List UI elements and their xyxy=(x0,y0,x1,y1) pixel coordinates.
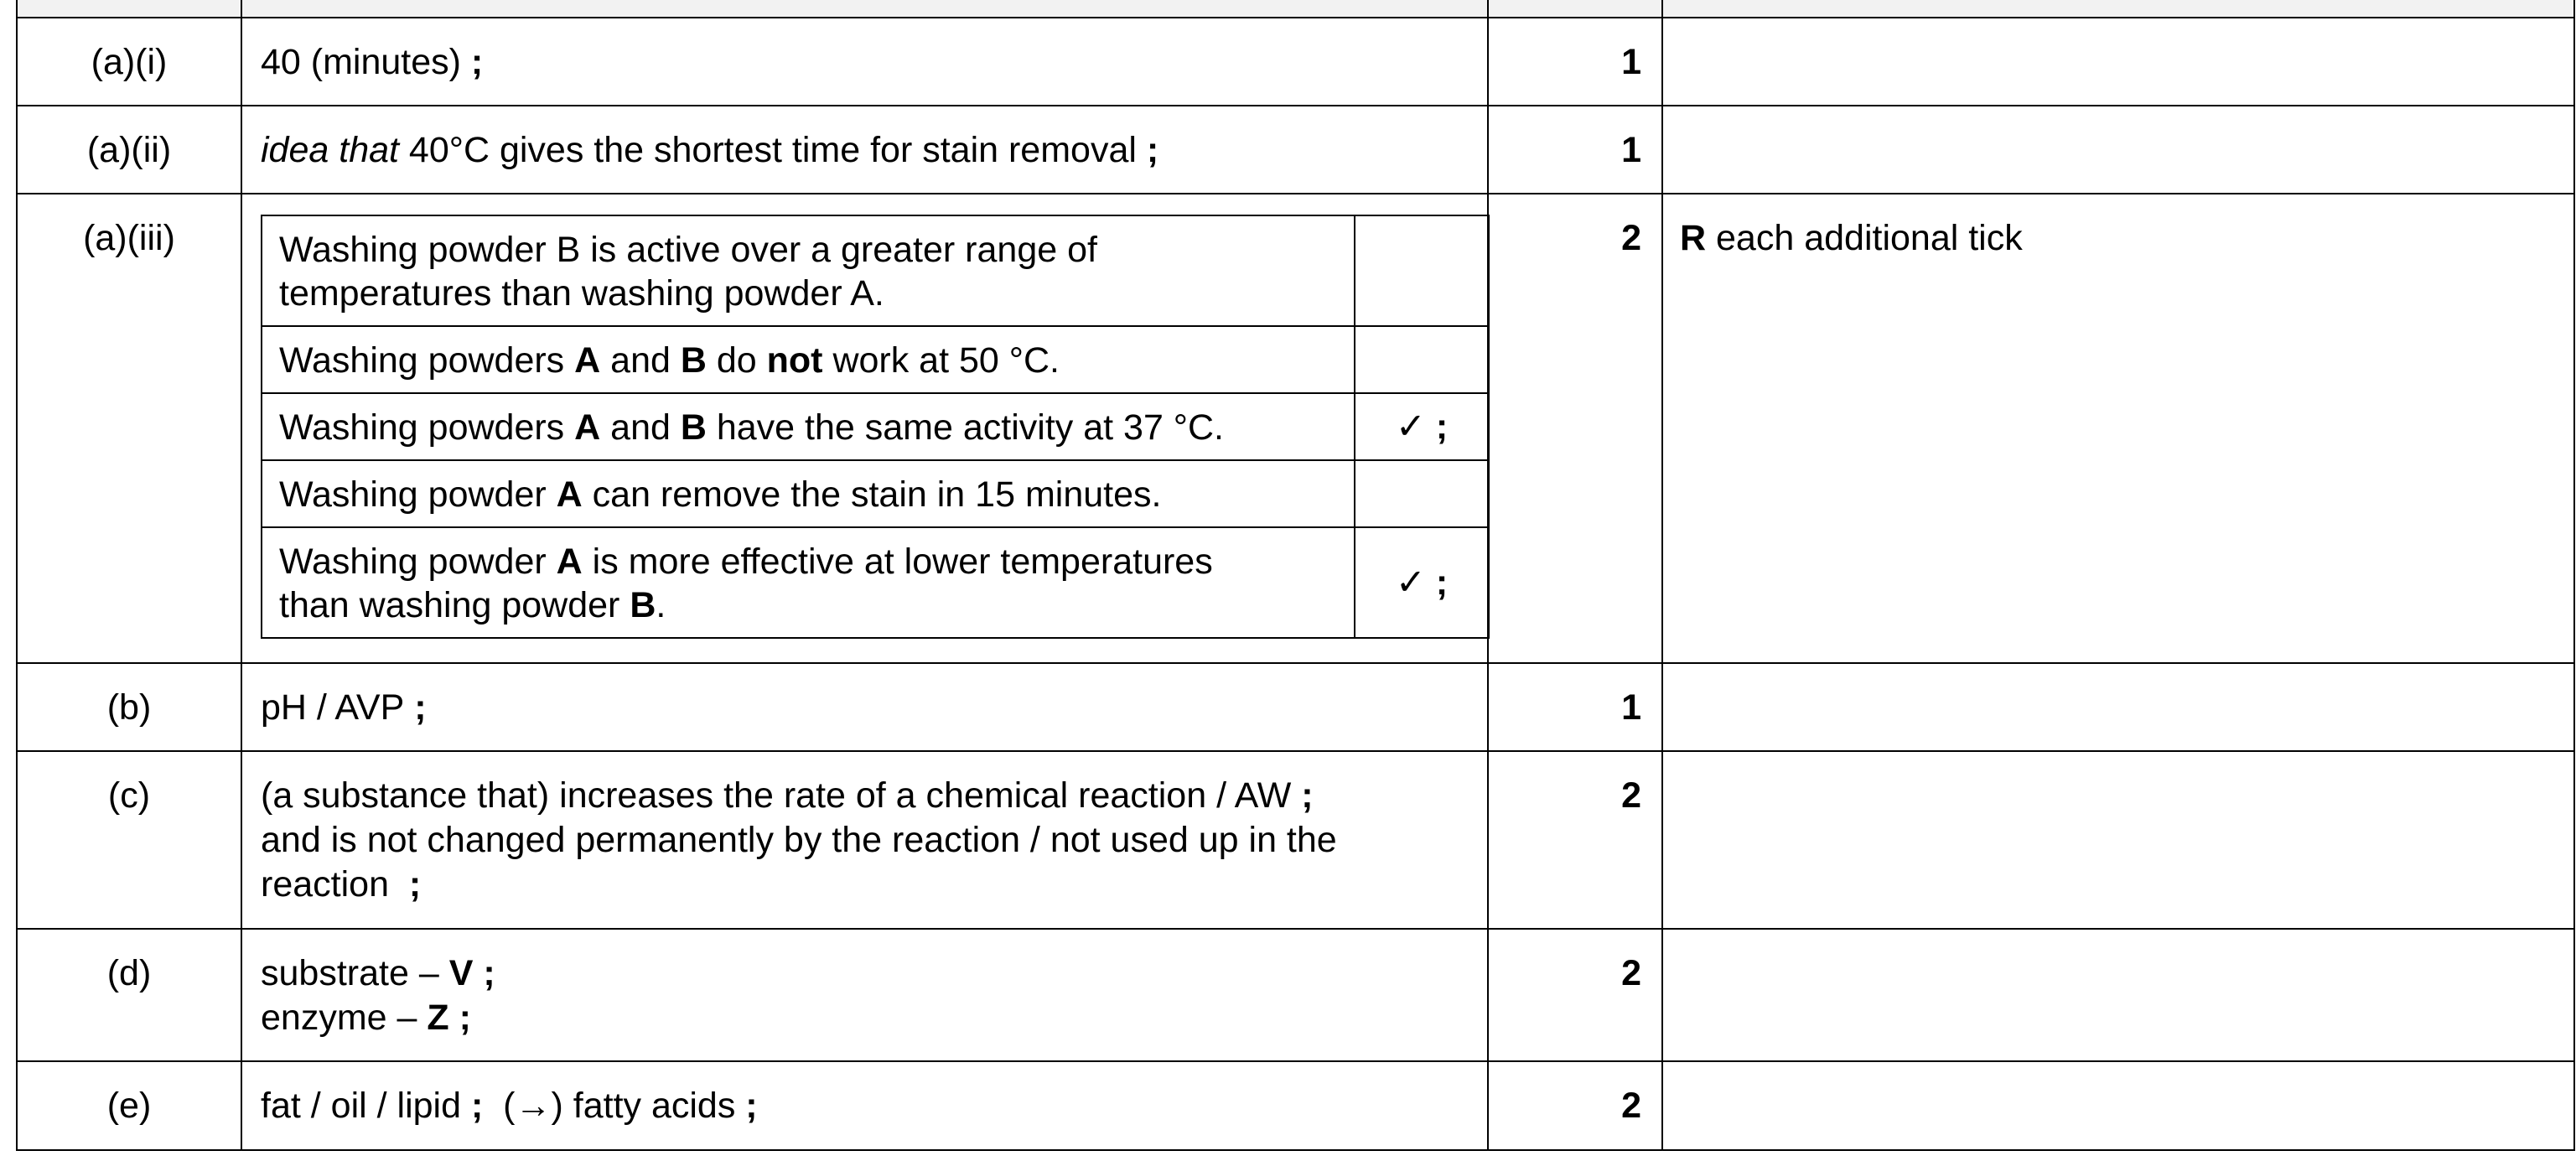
option-part: Washing powders xyxy=(279,407,575,448)
option-bold: not xyxy=(766,340,823,381)
answer-text: (→) fatty acids xyxy=(483,1086,736,1126)
table-row xyxy=(17,663,2574,751)
options-table xyxy=(261,215,1490,639)
guidance-cell xyxy=(1662,663,2574,751)
answer-separator: ; xyxy=(404,687,427,728)
answer-text: 40 (minutes) xyxy=(261,42,461,82)
option-part: and xyxy=(600,407,681,448)
answer-text: fat / oil / lipid xyxy=(261,1086,461,1126)
option-part: Washing powder xyxy=(279,542,557,582)
check-icon: ✓ xyxy=(1395,407,1426,447)
option-part: can remove the stain in 15 minutes. xyxy=(582,474,1162,515)
option-part: do xyxy=(706,340,767,381)
option-part: than washing powder xyxy=(279,585,630,625)
guidance-text: each additional tick xyxy=(1706,218,2023,258)
answer-text: enzyme – xyxy=(261,998,428,1038)
question-number: (a)(ii) xyxy=(17,106,241,194)
option-part: work at 50 °C. xyxy=(822,340,1060,381)
marks-cell: 1 xyxy=(1488,18,1662,106)
table-row xyxy=(17,18,2574,106)
guidance-cell xyxy=(1662,751,2574,929)
option-line: Washing powder B is active over a greater range of xyxy=(279,230,1097,270)
option-text xyxy=(262,527,1355,638)
answer-cell xyxy=(241,751,1488,929)
option-bold: B xyxy=(630,585,656,625)
option-tick-cell xyxy=(1355,527,1489,638)
header-cell-guidance xyxy=(1662,0,2574,18)
option-part: . xyxy=(656,585,666,625)
answer-line xyxy=(261,774,1470,818)
answer-text: reaction xyxy=(261,864,389,904)
marks-cell: 2 xyxy=(1488,929,1662,1061)
option-row xyxy=(262,460,1489,527)
marks-cell: 1 xyxy=(1488,106,1662,194)
answer-line xyxy=(261,951,1470,996)
option-bold: A xyxy=(556,474,583,515)
question-number: (e) xyxy=(17,1061,241,1150)
option-row xyxy=(262,527,1489,638)
question-number: (b) xyxy=(17,663,241,751)
header-cell-marks xyxy=(1488,0,1662,18)
answer-text: 40°C gives the shortest time for stain removal xyxy=(398,130,1137,170)
guidance-cell xyxy=(1662,1061,2574,1150)
answer-bold: V xyxy=(448,953,474,993)
answer-cell xyxy=(241,106,1488,194)
option-line xyxy=(279,583,1337,627)
option-bold: A xyxy=(574,340,601,381)
header-cell-question xyxy=(17,0,241,18)
table-row xyxy=(17,751,2574,929)
guidance-cell xyxy=(1662,194,2574,663)
guidance-cell xyxy=(1662,929,2574,1061)
option-bold: A xyxy=(574,407,601,448)
answer-line xyxy=(261,863,1470,907)
mark-scheme-table xyxy=(16,0,2575,1151)
option-row xyxy=(262,326,1489,393)
guidance-cell xyxy=(1662,18,2574,106)
answer-cell xyxy=(241,929,1488,1061)
option-line xyxy=(279,540,1337,583)
answer-cell xyxy=(241,663,1488,751)
marks-cell: 2 xyxy=(1488,194,1662,663)
tick-separator: ; xyxy=(1425,562,1449,603)
marks-cell: 2 xyxy=(1488,751,1662,929)
question-number: (a)(i) xyxy=(17,18,241,106)
option-bold: B xyxy=(680,340,707,381)
answer-text: pH / AVP xyxy=(261,687,405,728)
option-row xyxy=(262,393,1489,460)
option-tick-cell xyxy=(1355,460,1489,527)
answer-cell xyxy=(241,1061,1488,1150)
answer-text: (a substance that) increases the rate of a chemical reaction / AW xyxy=(261,775,1292,816)
option-text xyxy=(262,460,1355,527)
table-row xyxy=(17,194,2574,663)
answer-separator: ; xyxy=(473,953,495,993)
answer-line xyxy=(261,996,1470,1040)
option-text xyxy=(262,393,1355,460)
answer-separator: ; xyxy=(1291,775,1314,816)
option-tick-cell xyxy=(1355,215,1489,326)
option-bold: A xyxy=(556,542,583,582)
header-strip xyxy=(17,0,2574,18)
answer-separator: ; xyxy=(460,42,484,82)
option-tick-cell xyxy=(1355,326,1489,393)
option-row xyxy=(262,215,1489,326)
answer-separator: ; xyxy=(448,998,471,1038)
option-part: Washing powder xyxy=(279,474,557,515)
option-part: and xyxy=(600,340,681,381)
answer-separator: ; xyxy=(735,1086,758,1126)
option-part: is more effective at lower temperatures xyxy=(582,542,1213,582)
guidance-bold: R xyxy=(1680,218,1707,258)
guidance-cell xyxy=(1662,106,2574,194)
answer-separator: ; xyxy=(1136,130,1159,170)
option-text xyxy=(262,326,1355,393)
table-row xyxy=(17,929,2574,1061)
question-number: (a)(iii) xyxy=(17,194,241,663)
marks-cell: 2 xyxy=(1488,1061,1662,1150)
check-icon: ✓ xyxy=(1395,562,1426,603)
question-number: (d) xyxy=(17,929,241,1061)
table-row xyxy=(17,1061,2574,1150)
option-text xyxy=(262,215,1355,326)
answer-line: and is not changed permanently by the reaction / not used up in the xyxy=(261,820,1337,860)
marks-cell: 1 xyxy=(1488,663,1662,751)
answer-italic-text: idea that xyxy=(261,130,399,170)
answer-separator: ; xyxy=(388,864,422,904)
question-number: (c) xyxy=(17,751,241,929)
option-part: Washing powders xyxy=(279,340,575,381)
option-part: have the same activity at 37 °C. xyxy=(706,407,1225,448)
answer-text: substrate – xyxy=(261,953,449,993)
header-cell-answer xyxy=(241,0,1488,18)
option-bold: B xyxy=(680,407,707,448)
answer-separator: ; xyxy=(461,1086,484,1126)
answer-cell xyxy=(241,194,1488,663)
answer-bold: Z xyxy=(427,998,449,1038)
option-line: temperatures than washing powder A. xyxy=(279,273,884,314)
table-row xyxy=(17,106,2574,194)
option-tick-cell xyxy=(1355,393,1489,460)
answer-cell xyxy=(241,18,1488,106)
tick-separator: ; xyxy=(1425,407,1449,447)
